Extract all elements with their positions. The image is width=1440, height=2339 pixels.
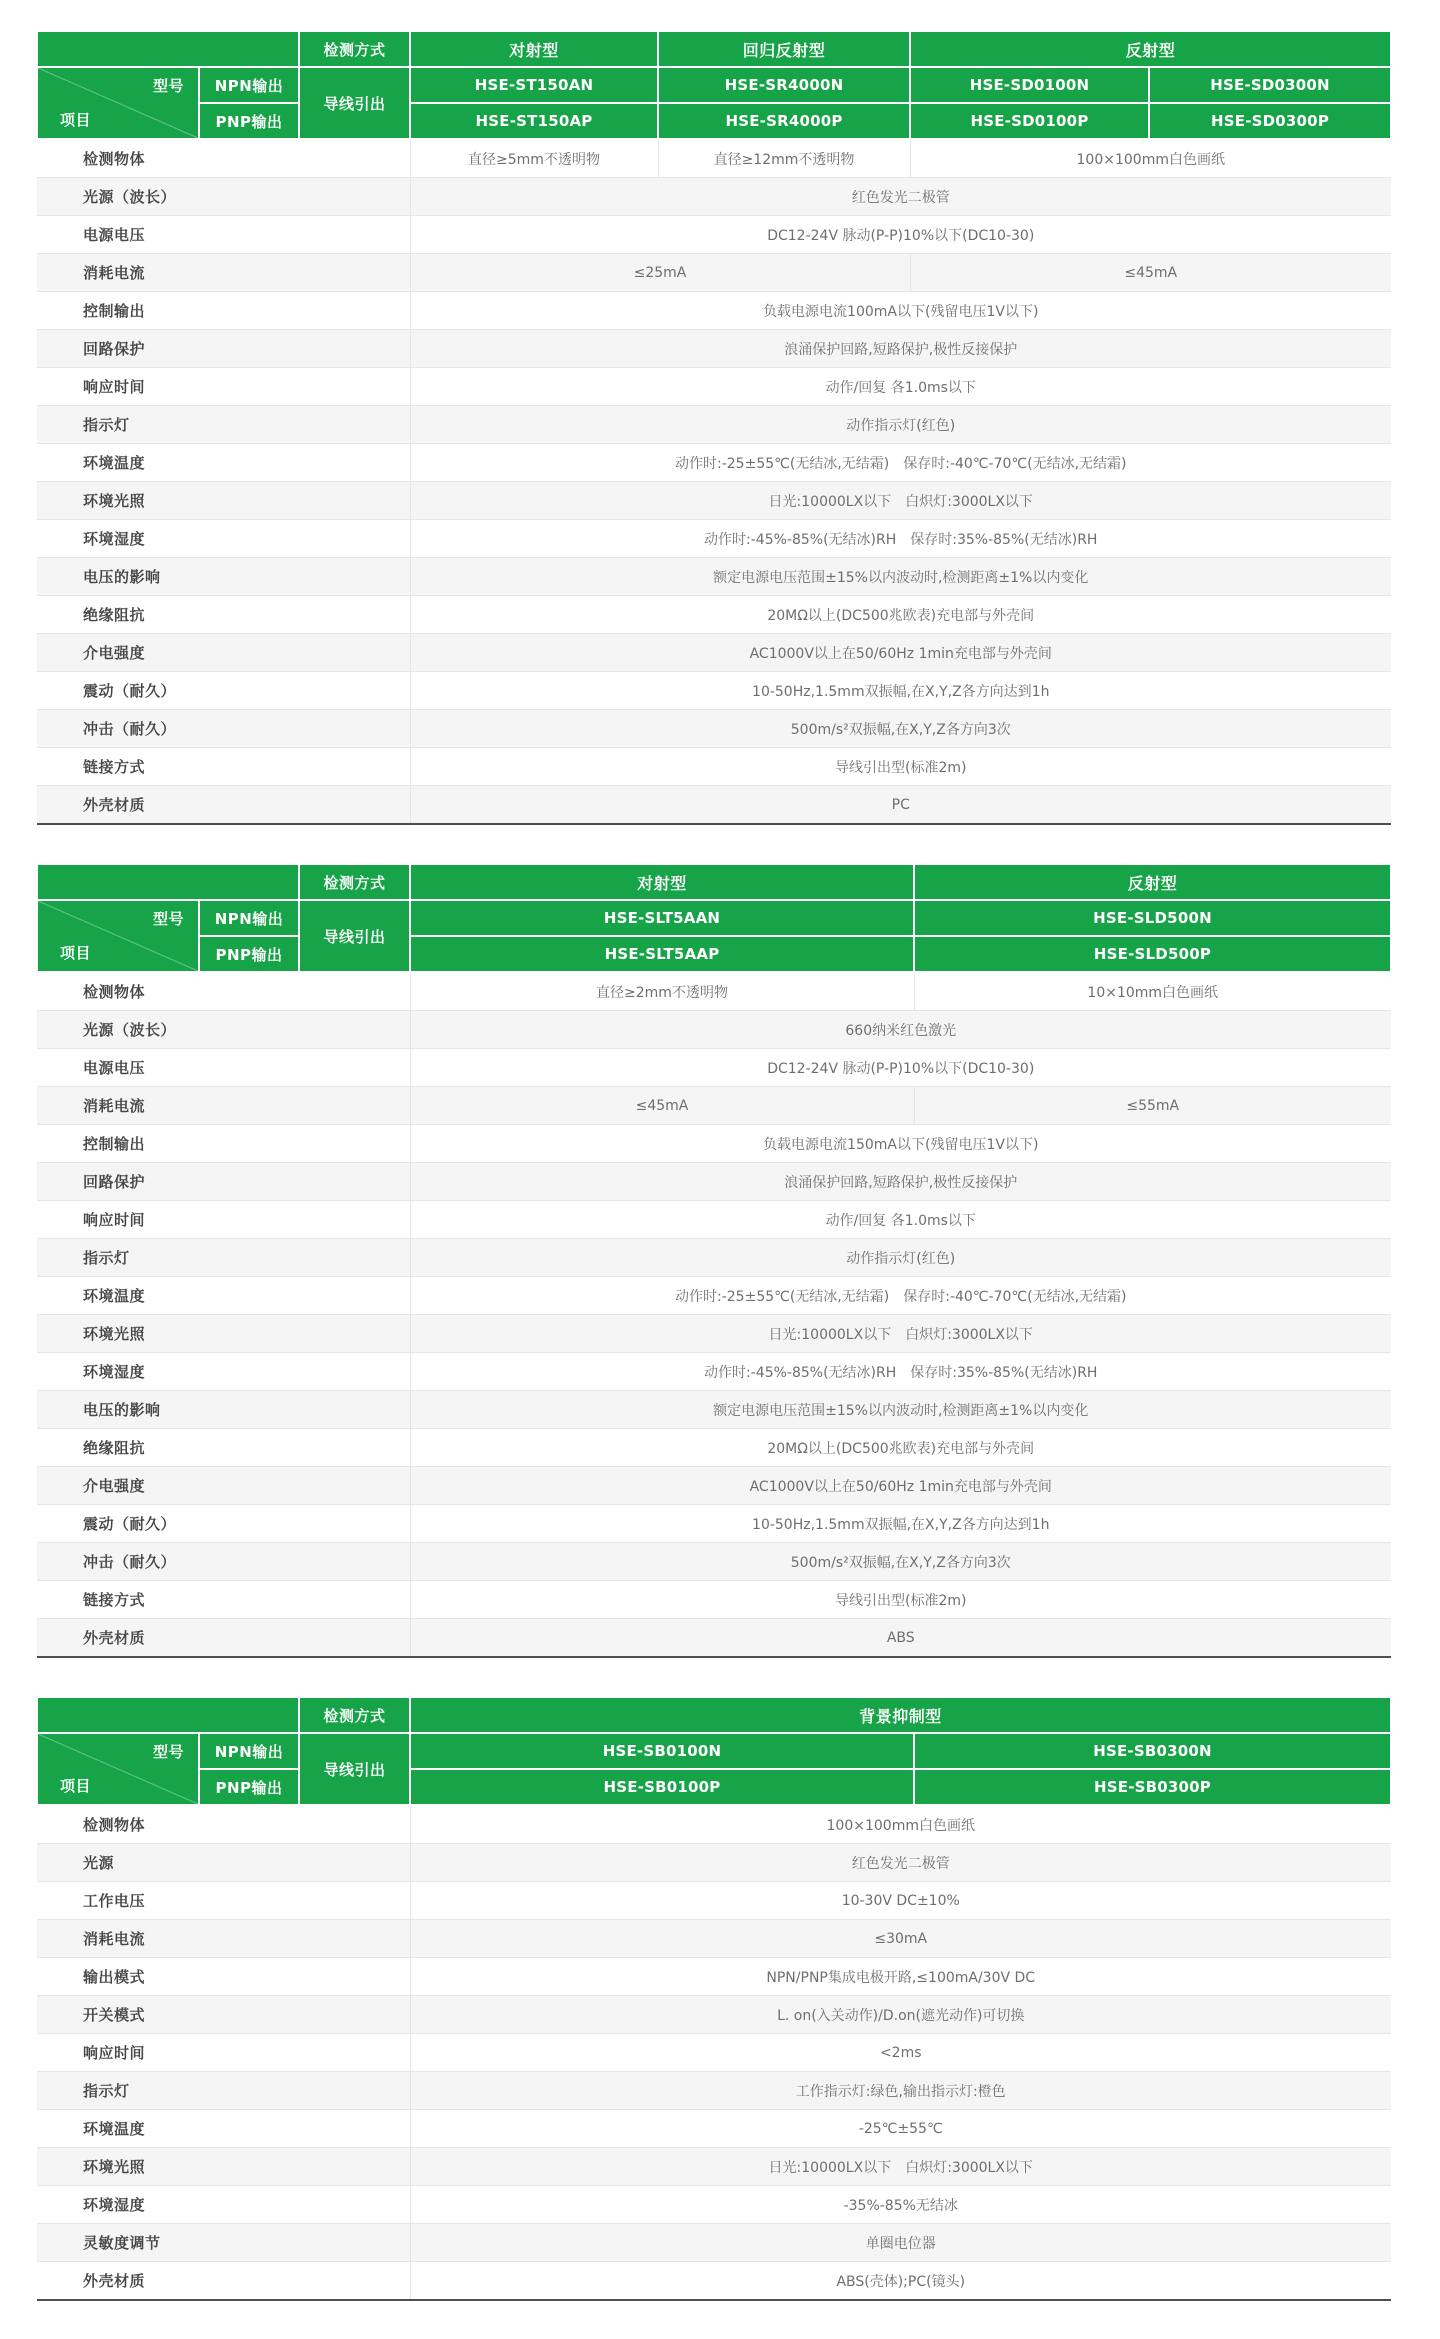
sensor-type-header: 反射型 [914, 864, 1391, 900]
sensor-spec-table-laser [36, 863, 1392, 1658]
spec-value-cell: 100×100mm白色画纸 [910, 139, 1391, 178]
spec-value-cell: 导线引出型(标准2m) [410, 1581, 1391, 1619]
spec-row-label: 指示灯 [37, 406, 410, 444]
spec-value-cell: ABS [410, 1619, 1391, 1658]
spec-value-cell: 动作/回复 各1.0ms以下 [410, 1201, 1391, 1239]
spec-row-label: 环境光照 [37, 1315, 410, 1353]
sensor-type-header: 背景抑制型 [410, 1697, 1391, 1733]
sensor-type-header: 反射型 [910, 31, 1391, 67]
model-number-pnp: HSE-SB0100P [410, 1769, 914, 1805]
spec-row-label: 链接方式 [37, 748, 410, 786]
spec-value-cell: 工作指示灯:绿色,输出指示灯:橙色 [410, 2072, 1391, 2110]
corner-item-label: 项目 [60, 1777, 92, 1795]
spec-row-label: 消耗电流 [37, 254, 410, 292]
spec-row-label: 开关模式 [37, 1996, 410, 2034]
spec-row-label: 绝缘阻抗 [37, 1429, 410, 1467]
corner-diagonal-cell [37, 1733, 199, 1805]
spec-row-label: 外壳材质 [37, 1619, 410, 1658]
spec-row-label: 环境湿度 [37, 2186, 410, 2224]
header-corner-spacer [37, 864, 299, 900]
wire-leadout-cell: 导线引出 [299, 1733, 410, 1805]
spec-row-label: 环境温度 [37, 2110, 410, 2148]
spec-value-cell: NPN/PNP集成电极开路,≤100mA/30V DC [410, 1958, 1391, 1996]
corner-model-label: 型号 [152, 77, 184, 95]
spec-row-label: 消耗电流 [37, 1087, 410, 1125]
npn-output-header: NPN输出 [199, 900, 299, 936]
model-number-pnp: HSE-SLD500P [914, 936, 1391, 972]
spec-value-cell: ≤55mA [914, 1087, 1391, 1125]
spec-value-cell: -25℃±55℃ [410, 2110, 1391, 2148]
spec-value-cell: 日光:10000LX以下 白炽灯:3000LX以下 [410, 2148, 1391, 2186]
spec-value-cell: 单圈电位器 [410, 2224, 1391, 2262]
spec-value-cell: 动作时:-25±55℃(无结冰,无结霜) 保存时:-40℃-70℃(无结冰,无结霜) [410, 1277, 1391, 1315]
spec-value-cell: 红色发光二极管 [410, 178, 1391, 216]
spec-value-cell: 500m/s²双振幅,在X,Y,Z各方向3次 [410, 710, 1391, 748]
spec-row-label: 链接方式 [37, 1581, 410, 1619]
spec-row-label: 灵敏度调节 [37, 2224, 410, 2262]
spec-value-cell: ABS(壳体);PC(镜头) [410, 2262, 1391, 2301]
spec-row-label: 检测物体 [37, 139, 410, 178]
spec-row-label: 光源（波长） [37, 178, 410, 216]
spec-value-cell: 直径≥12mm不透明物 [658, 139, 910, 178]
spec-value-cell: DC12-24V 脉动(P-P)10%以下(DC10-30) [410, 216, 1391, 254]
sensor-type-header: 回归反射型 [658, 31, 910, 67]
corner-diagonal-cell [37, 67, 199, 139]
model-number-pnp: HSE-SR4000P [658, 103, 910, 139]
spec-row-label: 电压的影响 [37, 1391, 410, 1429]
spec-row-label: 环境温度 [37, 444, 410, 482]
corner-item-label: 项目 [60, 944, 92, 962]
detection-method-header: 检测方式 [299, 31, 410, 67]
spec-value-cell: <2ms [410, 2034, 1391, 2072]
spec-row-label: 环境湿度 [37, 520, 410, 558]
model-number-pnp: HSE-SLT5AAP [410, 936, 914, 972]
npn-output-header: NPN输出 [199, 1733, 299, 1769]
spec-value-cell: 动作指示灯(红色) [410, 406, 1391, 444]
corner-item-label: 项目 [60, 111, 92, 129]
spec-row-label: 检测物体 [37, 972, 410, 1011]
spec-row-label: 环境光照 [37, 2148, 410, 2186]
spec-value-cell: 10-50Hz,1.5mm双振幅,在X,Y,Z各方向达到1h [410, 672, 1391, 710]
header-corner-spacer [37, 31, 299, 67]
spec-value-cell: ≤45mA [410, 1087, 914, 1125]
spec-row-label: 电压的影响 [37, 558, 410, 596]
spec-row-label: 消耗电流 [37, 1920, 410, 1958]
spec-value-cell: 10-30V DC±10% [410, 1882, 1391, 1920]
spec-value-cell: 100×100mm白色画纸 [410, 1805, 1391, 1844]
spec-row-label: 环境温度 [37, 1277, 410, 1315]
spec-row-label: 外壳材质 [37, 2262, 410, 2301]
spec-row-label: 电源电压 [37, 1049, 410, 1087]
corner-model-label: 型号 [152, 1743, 184, 1761]
spec-row-label: 环境光照 [37, 482, 410, 520]
spec-row-label: 指示灯 [37, 1239, 410, 1277]
spec-value-cell: PC [410, 786, 1391, 825]
spec-value-cell: 660纳米红色激光 [410, 1011, 1391, 1049]
spec-row-label: 输出模式 [37, 1958, 410, 1996]
pnp-output-header: PNP输出 [199, 103, 299, 139]
spec-row-label: 环境湿度 [37, 1353, 410, 1391]
wire-leadout-cell: 导线引出 [299, 67, 410, 139]
model-number-npn: HSE-ST150AN [410, 67, 658, 103]
spec-value-cell: 红色发光二极管 [410, 1844, 1391, 1882]
spec-row-label: 电源电压 [37, 216, 410, 254]
spec-value-cell: DC12-24V 脉动(P-P)10%以下(DC10-30) [410, 1049, 1391, 1087]
header-corner-spacer [37, 1697, 299, 1733]
detection-method-header: 检测方式 [299, 1697, 410, 1733]
spec-value-cell: AC1000V以上在50/60Hz 1min充电部与外壳间 [410, 1467, 1391, 1505]
spec-value-cell: 日光:10000LX以下 白炽灯:3000LX以下 [410, 482, 1391, 520]
spec-value-cell: L. on(入关动作)/D.on(遮光动作)可切换 [410, 1996, 1391, 2034]
model-number-pnp: HSE-SB0300P [914, 1769, 1391, 1805]
spec-value-cell: 500m/s²双振幅,在X,Y,Z各方向3次 [410, 1543, 1391, 1581]
pnp-output-header: PNP输出 [199, 936, 299, 972]
sensor-type-header: 对射型 [410, 864, 914, 900]
spec-value-cell: 额定电源电压范围±15%以内波动时,检测距离±1%以内变化 [410, 1391, 1391, 1429]
model-number-pnp: HSE-ST150AP [410, 103, 658, 139]
spec-value-cell: 动作时:-45%-85%(无结冰)RH 保存时:35%-85%(无结冰)RH [410, 520, 1391, 558]
spec-row-label: 回路保护 [37, 330, 410, 368]
spec-row-label: 介电强度 [37, 1467, 410, 1505]
model-number-npn: HSE-SB0100N [410, 1733, 914, 1769]
spec-row-label: 冲击（耐久） [37, 710, 410, 748]
spec-value-cell: 浪涌保护回路,短路保护,极性反接保护 [410, 330, 1391, 368]
pnp-output-header: PNP输出 [199, 1769, 299, 1805]
spec-value-cell: 20MΩ以上(DC500兆欧表)充电部与外壳间 [410, 596, 1391, 634]
spec-value-cell: 负载电源电流100mA以下(残留电压1V以下) [410, 292, 1391, 330]
spec-value-cell: 直径≥5mm不透明物 [410, 139, 658, 178]
spec-value-cell: 直径≥2mm不透明物 [410, 972, 914, 1011]
model-number-pnp: HSE-SD0100P [910, 103, 1149, 139]
model-number-npn: HSE-SD0100N [910, 67, 1149, 103]
spec-value-cell: 导线引出型(标准2m) [410, 748, 1391, 786]
spec-row-label: 响应时间 [37, 1201, 410, 1239]
detection-method-header: 检测方式 [299, 864, 410, 900]
spec-row-label: 震动（耐久） [37, 672, 410, 710]
spec-row-label: 检测物体 [37, 1805, 410, 1844]
sensor-spec-table-through-beam-retro-diffuse [36, 30, 1392, 825]
spec-value-cell: 动作时:-25±55℃(无结冰,无结霜) 保存时:-40℃-70℃(无结冰,无结霜) [410, 444, 1391, 482]
model-number-npn: HSE-SD0300N [1149, 67, 1391, 103]
spec-value-cell: 动作/回复 各1.0ms以下 [410, 368, 1391, 406]
corner-diagonal-cell [37, 900, 199, 972]
spec-value-cell: 10×10mm白色画纸 [914, 972, 1391, 1011]
spec-row-label: 外壳材质 [37, 786, 410, 825]
model-number-npn: HSE-SB0300N [914, 1733, 1391, 1769]
spec-value-cell: ≤25mA [410, 254, 910, 292]
sensor-spec-table-background-suppression [36, 1696, 1392, 2301]
spec-value-cell: AC1000V以上在50/60Hz 1min充电部与外壳间 [410, 634, 1391, 672]
spec-row-label: 光源 [37, 1844, 410, 1882]
spec-value-cell: 动作指示灯(红色) [410, 1239, 1391, 1277]
spec-value-cell: 10-50Hz,1.5mm双振幅,在X,Y,Z各方向达到1h [410, 1505, 1391, 1543]
sensor-type-header: 对射型 [410, 31, 658, 67]
corner-model-label: 型号 [152, 910, 184, 928]
npn-output-header: NPN输出 [199, 67, 299, 103]
spec-value-cell: 浪涌保护回路,短路保护,极性反接保护 [410, 1163, 1391, 1201]
wire-leadout-cell: 导线引出 [299, 900, 410, 972]
model-number-npn: HSE-SR4000N [658, 67, 910, 103]
spec-value-cell: 额定电源电压范围±15%以内波动时,检测距离±1%以内变化 [410, 558, 1391, 596]
spec-row-label: 震动（耐久） [37, 1505, 410, 1543]
spec-row-label: 回路保护 [37, 1163, 410, 1201]
spec-row-label: 光源（波长） [37, 1011, 410, 1049]
spec-row-label: 响应时间 [37, 368, 410, 406]
model-number-npn: HSE-SLD500N [914, 900, 1391, 936]
spec-row-label: 介电强度 [37, 634, 410, 672]
spec-row-label: 控制输出 [37, 1125, 410, 1163]
model-number-npn: HSE-SLT5AAN [410, 900, 914, 936]
spec-value-cell: -35%-85%无结冰 [410, 2186, 1391, 2224]
spec-row-label: 工作电压 [37, 1882, 410, 1920]
spec-value-cell: 动作时:-45%-85%(无结冰)RH 保存时:35%-85%(无结冰)RH [410, 1353, 1391, 1391]
spec-row-label: 冲击（耐久） [37, 1543, 410, 1581]
spec-value-cell: ≤30mA [410, 1920, 1391, 1958]
spec-value-cell: ≤45mA [910, 254, 1391, 292]
spec-row-label: 控制输出 [37, 292, 410, 330]
spec-value-cell: 20MΩ以上(DC500兆欧表)充电部与外壳间 [410, 1429, 1391, 1467]
spec-row-label: 指示灯 [37, 2072, 410, 2110]
spec-row-label: 响应时间 [37, 2034, 410, 2072]
spec-value-cell: 日光:10000LX以下 白炽灯:3000LX以下 [410, 1315, 1391, 1353]
spec-row-label: 绝缘阻抗 [37, 596, 410, 634]
model-number-pnp: HSE-SD0300P [1149, 103, 1391, 139]
spec-value-cell: 负载电源电流150mA以下(残留电压1V以下) [410, 1125, 1391, 1163]
